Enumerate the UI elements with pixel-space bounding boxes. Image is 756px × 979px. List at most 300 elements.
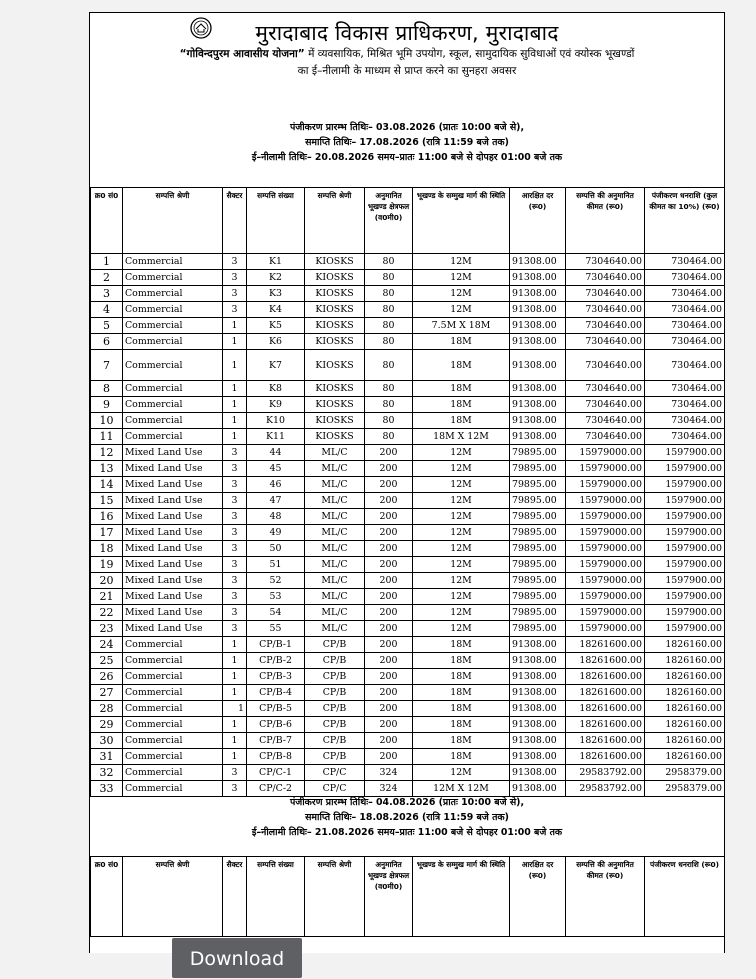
cell-property-no: 54 [247,605,305,621]
cell-property-type: ML/C [305,589,365,605]
cell-property-no: CP/C-2 [247,781,305,797]
table-row [91,701,725,717]
cell-property-type: ML/C [305,461,365,477]
cell-property-type: CP/B [305,717,365,733]
cell-registration-amount: 1597900.00 [645,541,725,557]
cell-serial: 4 [91,302,123,318]
cell-property-no: K4 [247,302,305,318]
cell-registration-amount: 730464.00 [645,429,725,445]
cell-sector: 1 [223,413,247,429]
cell-property-no: CP/B-4 [247,685,305,701]
cell-road: 12M [413,461,510,477]
cell-estimated-price: 7304640.00 [566,397,645,413]
cell-estimated-price: 7304640.00 [566,254,645,270]
registration-end-1: समाप्ति तिथिः– 17.08.2026 (रात्रि 11:59 बजे तक) [305,137,509,148]
cell-serial: 21 [91,589,123,605]
cell-area: 200 [365,541,413,557]
cell-sector: 1 [223,429,247,445]
cell-serial: 5 [91,318,123,334]
cell-property-no: CP/B-2 [247,653,305,669]
cell-property-no: 55 [247,621,305,637]
cell-serial: 7 [91,350,123,381]
cell-area: 200 [365,509,413,525]
cell-property-type: ML/C [305,557,365,573]
cell-road: 7.5M X 18M [413,318,510,334]
cell-area: 200 [365,669,413,685]
cell-category: Commercial [123,685,223,701]
cell-registration-amount: 1597900.00 [645,573,725,589]
table-row [91,717,725,733]
cell-road: 18M [413,381,510,397]
cell-estimated-price: 7304640.00 [566,413,645,429]
cell-area: 80 [365,413,413,429]
cell-category: Mixed Land Use [123,493,223,509]
cell-estimated-price: 7304640.00 [566,286,645,302]
cell-property-type: CP/B [305,669,365,685]
cell-property-no: CP/B-8 [247,749,305,765]
cell-registration-amount: 2958379.00 [645,765,725,781]
cell-road: 18M [413,733,510,749]
cell-estimated-price: 18261600.00 [566,637,645,653]
cell-reserve-rate: 79895.00 [510,541,566,557]
cell-category: Commercial [123,302,223,318]
table-row [91,557,725,573]
cell-property-type: ML/C [305,525,365,541]
table-row [91,477,725,493]
cell-serial: 25 [91,653,123,669]
cell-property-no: 47 [247,493,305,509]
cell-road: 18M [413,669,510,685]
registration-start-1: पंजीकरण प्रारम्भ तिथिः– 03.08.2026 (प्रातः 10:00 बजे से), [289,122,525,133]
cell-reserve-rate: 91308.00 [510,749,566,765]
cell-reserve-rate: 79895.00 [510,573,566,589]
table-row [91,254,725,270]
scheme-intro-line2: का ई–नीलामी के माध्यम से प्राप्त करने का सुनहरा अवसर [297,65,517,77]
header-col-road: भूखण्ड के सम्मुख मार्ग की स्थिति [413,188,510,254]
cell-registration-amount: 730464.00 [645,413,725,429]
header-col-property-no: सम्पत्ति संख्या [247,188,305,254]
cell-serial: 20 [91,573,123,589]
cell-area: 200 [365,749,413,765]
cell-serial: 11 [91,429,123,445]
header-col-sector: सैक्टर [223,188,247,254]
property-table-1 [90,187,725,797]
cell-reserve-rate: 91308.00 [510,765,566,781]
auction-date-1: ई–नीलामी तिथिः– 20.08.2026 समय–प्रातः 11:00 बजे से दोपहर 01:00 बजे तक [251,152,563,163]
cell-road: 18M [413,653,510,669]
cell-category: Commercial [123,669,223,685]
cell-sector: 1 [223,701,247,717]
cell-area: 80 [365,334,413,350]
cell-category: Mixed Land Use [123,525,223,541]
cell-registration-amount: 730464.00 [645,302,725,318]
cell-sector: 3 [223,781,247,797]
table-row [91,605,725,621]
table-row [91,302,725,318]
cell-property-no: 48 [247,509,305,525]
cell-category: Mixed Land Use [123,621,223,637]
cell-road: 12M [413,302,510,318]
cell-serial: 10 [91,413,123,429]
cell-registration-amount: 1597900.00 [645,493,725,509]
cell-sector: 1 [223,397,247,413]
cell-reserve-rate: 91308.00 [510,413,566,429]
table-row [91,685,725,701]
cell-reserve-rate: 79895.00 [510,493,566,509]
cell-registration-amount: 1826160.00 [645,701,725,717]
cell-registration-amount: 1826160.00 [645,685,725,701]
cell-estimated-price: 18261600.00 [566,749,645,765]
cell-property-no: CP/C-1 [247,765,305,781]
header-col-property-no: सम्पत्ति संख्या [247,857,305,937]
cell-property-no: K5 [247,318,305,334]
registration-end-2: समाप्ति तिथिः– 18.08.2026 (रात्रि 11:59 बजे तक) [305,812,509,823]
table-row [91,461,725,477]
scheme-name: “गोविन्दपुरम आवासीय योजना” [179,48,305,60]
cell-estimated-price: 15979000.00 [566,493,645,509]
cell-estimated-price: 29583792.00 [566,765,645,781]
cell-property-type: KIOSKS [305,334,365,350]
cell-area: 200 [365,685,413,701]
cell-property-type: KIOSKS [305,413,365,429]
cell-sector: 1 [223,653,247,669]
cell-road: 12M [413,477,510,493]
cell-reserve-rate: 91308.00 [510,254,566,270]
cell-sector: 3 [223,477,247,493]
cell-reserve-rate: 91308.00 [510,318,566,334]
cell-road: 18M [413,334,510,350]
cell-reserve-rate: 91308.00 [510,302,566,318]
property-table-2 [90,856,725,937]
cell-reserve-rate: 91308.00 [510,781,566,797]
cell-estimated-price: 7304640.00 [566,302,645,318]
cell-property-type: CP/C [305,781,365,797]
cell-area: 80 [365,270,413,286]
cell-reserve-rate: 91308.00 [510,685,566,701]
cell-estimated-price: 18261600.00 [566,669,645,685]
cell-serial: 8 [91,381,123,397]
cell-sector: 1 [223,350,247,381]
cell-reserve-rate: 91308.00 [510,334,566,350]
cell-reserve-rate: 91308.00 [510,701,566,717]
document-page [89,12,725,953]
cell-category: Commercial [123,781,223,797]
cell-property-no: K2 [247,270,305,286]
cell-property-type: CP/B [305,701,365,717]
cell-category: Mixed Land Use [123,541,223,557]
cell-area: 80 [365,350,413,381]
cell-road: 12M [413,525,510,541]
download-button[interactable]: Download [172,938,302,978]
table-row [91,669,725,685]
cell-road: 12M [413,605,510,621]
cell-registration-amount: 730464.00 [645,254,725,270]
table-row [91,350,725,381]
header-col-serial: क्र0 सं0 [91,188,123,254]
cell-category: Commercial [123,717,223,733]
cell-registration-amount: 1826160.00 [645,669,725,685]
cell-sector: 3 [223,605,247,621]
cell-reserve-rate: 91308.00 [510,637,566,653]
header-col-area: अनुमानित भूखण्ड क्षेत्रफल (व0मी0) [365,857,413,937]
cell-category: Commercial [123,701,223,717]
cell-property-type: CP/B [305,637,365,653]
cell-road: 18M [413,637,510,653]
table-header-row [91,188,725,254]
header-col-property-type: सम्पत्ति श्रेणी [305,188,365,254]
cell-property-no: K8 [247,381,305,397]
cell-reserve-rate: 79895.00 [510,605,566,621]
cell-estimated-price: 15979000.00 [566,509,645,525]
header-col-road: भूखण्ड के सम्मुख मार्ग की स्थिति [413,857,510,937]
cell-estimated-price: 7304640.00 [566,334,645,350]
cell-serial: 29 [91,717,123,733]
cell-area: 200 [365,605,413,621]
cell-road: 18M X 12M [413,429,510,445]
cell-road: 12M X 12M [413,781,510,797]
cell-road: 12M [413,445,510,461]
cell-area: 324 [365,765,413,781]
table-row [91,509,725,525]
header-col-area: अनुमानित भूखण्ड क्षेत्रफल (व0मी0) [365,188,413,254]
notice-header [90,13,724,188]
cell-category: Mixed Land Use [123,445,223,461]
header-col-sector: सैक्टर [223,857,247,937]
cell-estimated-price: 18261600.00 [566,701,645,717]
cell-category: Mixed Land Use [123,461,223,477]
cell-property-type: CP/B [305,685,365,701]
cell-serial: 15 [91,493,123,509]
cell-registration-amount: 730464.00 [645,381,725,397]
cell-area: 80 [365,381,413,397]
cell-property-type: KIOSKS [305,318,365,334]
cell-serial: 24 [91,637,123,653]
cell-sector: 3 [223,302,247,318]
table-row [91,589,725,605]
cell-category: Commercial [123,270,223,286]
cell-area: 200 [365,589,413,605]
cell-category: Commercial [123,637,223,653]
cell-sector: 1 [223,318,247,334]
table-header-row [91,857,725,937]
cell-property-type: CP/B [305,749,365,765]
cell-registration-amount: 1597900.00 [645,589,725,605]
cell-property-type: ML/C [305,477,365,493]
cell-reserve-rate: 79895.00 [510,461,566,477]
cell-property-type: KIOSKS [305,350,365,381]
cell-registration-amount: 730464.00 [645,334,725,350]
cell-registration-amount: 1597900.00 [645,605,725,621]
cell-road: 12M [413,621,510,637]
cell-area: 200 [365,461,413,477]
cell-property-type: ML/C [305,605,365,621]
cell-category: Mixed Land Use [123,477,223,493]
cell-serial: 9 [91,397,123,413]
cell-road: 12M [413,509,510,525]
cell-estimated-price: 15979000.00 [566,445,645,461]
header-col-category: सम्पत्ति श्रेणी [123,857,223,937]
cell-category: Commercial [123,334,223,350]
cell-reserve-rate: 79895.00 [510,445,566,461]
cell-area: 80 [365,254,413,270]
cell-reserve-rate: 79895.00 [510,477,566,493]
cell-serial: 1 [91,254,123,270]
cell-property-type: ML/C [305,621,365,637]
cell-property-no: CP/B-6 [247,717,305,733]
cell-serial: 26 [91,669,123,685]
cell-property-no: 52 [247,573,305,589]
cell-sector: 1 [223,669,247,685]
cell-area: 80 [365,397,413,413]
cell-property-no: K3 [247,286,305,302]
cell-road: 12M [413,286,510,302]
cell-property-no: K11 [247,429,305,445]
cell-area: 80 [365,429,413,445]
cell-property-no: K10 [247,413,305,429]
cell-registration-amount: 730464.00 [645,270,725,286]
cell-area: 80 [365,318,413,334]
page-title: मुरादाबाद विकास प्राधिकरण, मुरादाबाद [255,21,559,45]
cell-property-type: KIOSKS [305,286,365,302]
cell-registration-amount: 1597900.00 [645,525,725,541]
cell-property-no: K9 [247,397,305,413]
cell-registration-amount: 1597900.00 [645,461,725,477]
cell-sector: 1 [223,334,247,350]
cell-area: 200 [365,733,413,749]
header-col-reserve-rate: आरक्षित दर (रू0) [510,188,566,254]
cell-estimated-price: 15979000.00 [566,605,645,621]
cell-reserve-rate: 91308.00 [510,669,566,685]
cell-property-no: 46 [247,477,305,493]
cell-category: Commercial [123,381,223,397]
cell-serial: 16 [91,509,123,525]
table-row [91,653,725,669]
cell-sector: 3 [223,445,247,461]
cell-registration-amount: 1597900.00 [645,509,725,525]
header-col-category: सम्पत्ति श्रेणी [123,188,223,254]
cell-road: 18M [413,397,510,413]
cell-category: Commercial [123,350,223,381]
cell-registration-amount: 2958379.00 [645,781,725,797]
cell-serial: 30 [91,733,123,749]
cell-serial: 19 [91,557,123,573]
cell-serial: 23 [91,621,123,637]
cell-property-type: ML/C [305,493,365,509]
table-row [91,525,725,541]
header-col-registration-amount: पंजीकरण धनराशि (रू0) [645,857,725,937]
cell-sector: 3 [223,557,247,573]
cell-reserve-rate: 91308.00 [510,350,566,381]
cell-registration-amount: 1597900.00 [645,621,725,637]
cell-road: 18M [413,685,510,701]
cell-reserve-rate: 91308.00 [510,397,566,413]
cell-property-type: CP/B [305,653,365,669]
cell-estimated-price: 7304640.00 [566,429,645,445]
cell-road: 12M [413,557,510,573]
cell-estimated-price: 7304640.00 [566,270,645,286]
cell-sector: 1 [223,381,247,397]
cell-property-no: K6 [247,334,305,350]
cell-sector: 3 [223,286,247,302]
cell-serial: 33 [91,781,123,797]
cell-area: 200 [365,637,413,653]
cell-property-type: ML/C [305,541,365,557]
header-col-reserve-rate: आरक्षित दर (रू0) [510,857,566,937]
cell-area: 200 [365,717,413,733]
cell-road: 18M [413,701,510,717]
cell-reserve-rate: 79895.00 [510,509,566,525]
cell-reserve-rate: 79895.00 [510,557,566,573]
cell-sector: 3 [223,270,247,286]
cell-property-no: 51 [247,557,305,573]
cell-serial: 2 [91,270,123,286]
cell-sector: 1 [223,717,247,733]
cell-property-type: ML/C [305,573,365,589]
table-row [91,270,725,286]
cell-sector: 3 [223,621,247,637]
table-row [91,621,725,637]
cell-estimated-price: 15979000.00 [566,573,645,589]
cell-reserve-rate: 91308.00 [510,733,566,749]
cell-property-no: K1 [247,254,305,270]
cell-area: 324 [365,781,413,797]
cell-registration-amount: 730464.00 [645,397,725,413]
table-row [91,429,725,445]
auction-date-2: ई–नीलामी तिथिः– 21.08.2026 समय–प्रातः 11:00 बजे से दोपहर 01:00 बजे तक [251,827,563,838]
cell-estimated-price: 15979000.00 [566,589,645,605]
cell-registration-amount: 730464.00 [645,318,725,334]
cell-estimated-price: 15979000.00 [566,557,645,573]
cell-property-type: CP/B [305,733,365,749]
cell-category: Mixed Land Use [123,557,223,573]
cell-estimated-price: 29583792.00 [566,781,645,797]
cell-property-no: CP/B-1 [247,637,305,653]
cell-category: Mixed Land Use [123,509,223,525]
cell-road: 12M [413,765,510,781]
cell-road: 12M [413,573,510,589]
cell-area: 200 [365,621,413,637]
cell-sector: 1 [223,685,247,701]
cell-category: Commercial [123,749,223,765]
cell-area: 80 [365,286,413,302]
table-row [91,637,725,653]
cell-road: 18M [413,749,510,765]
cell-serial: 6 [91,334,123,350]
cell-estimated-price: 15979000.00 [566,541,645,557]
cell-registration-amount: 1826160.00 [645,717,725,733]
cell-estimated-price: 18261600.00 [566,685,645,701]
cell-road: 12M [413,270,510,286]
cell-registration-amount: 1597900.00 [645,445,725,461]
cell-registration-amount: 1826160.00 [645,749,725,765]
cell-registration-amount: 730464.00 [645,350,725,381]
cell-registration-amount: 1826160.00 [645,653,725,669]
cell-category: Commercial [123,653,223,669]
cell-area: 200 [365,557,413,573]
cell-estimated-price: 7304640.00 [566,318,645,334]
header-col-registration-amount: पंजीकरण धनराशि (कुल कीमत का 10%) (रू0) [645,188,725,254]
cell-sector: 3 [223,589,247,605]
cell-property-no: K7 [247,350,305,381]
cell-reserve-rate: 91308.00 [510,717,566,733]
cell-registration-amount: 1826160.00 [645,637,725,653]
table-row [91,733,725,749]
cell-serial: 28 [91,701,123,717]
cell-sector: 3 [223,461,247,477]
cell-road: 12M [413,493,510,509]
cell-category: Commercial [123,429,223,445]
cell-area: 200 [365,701,413,717]
